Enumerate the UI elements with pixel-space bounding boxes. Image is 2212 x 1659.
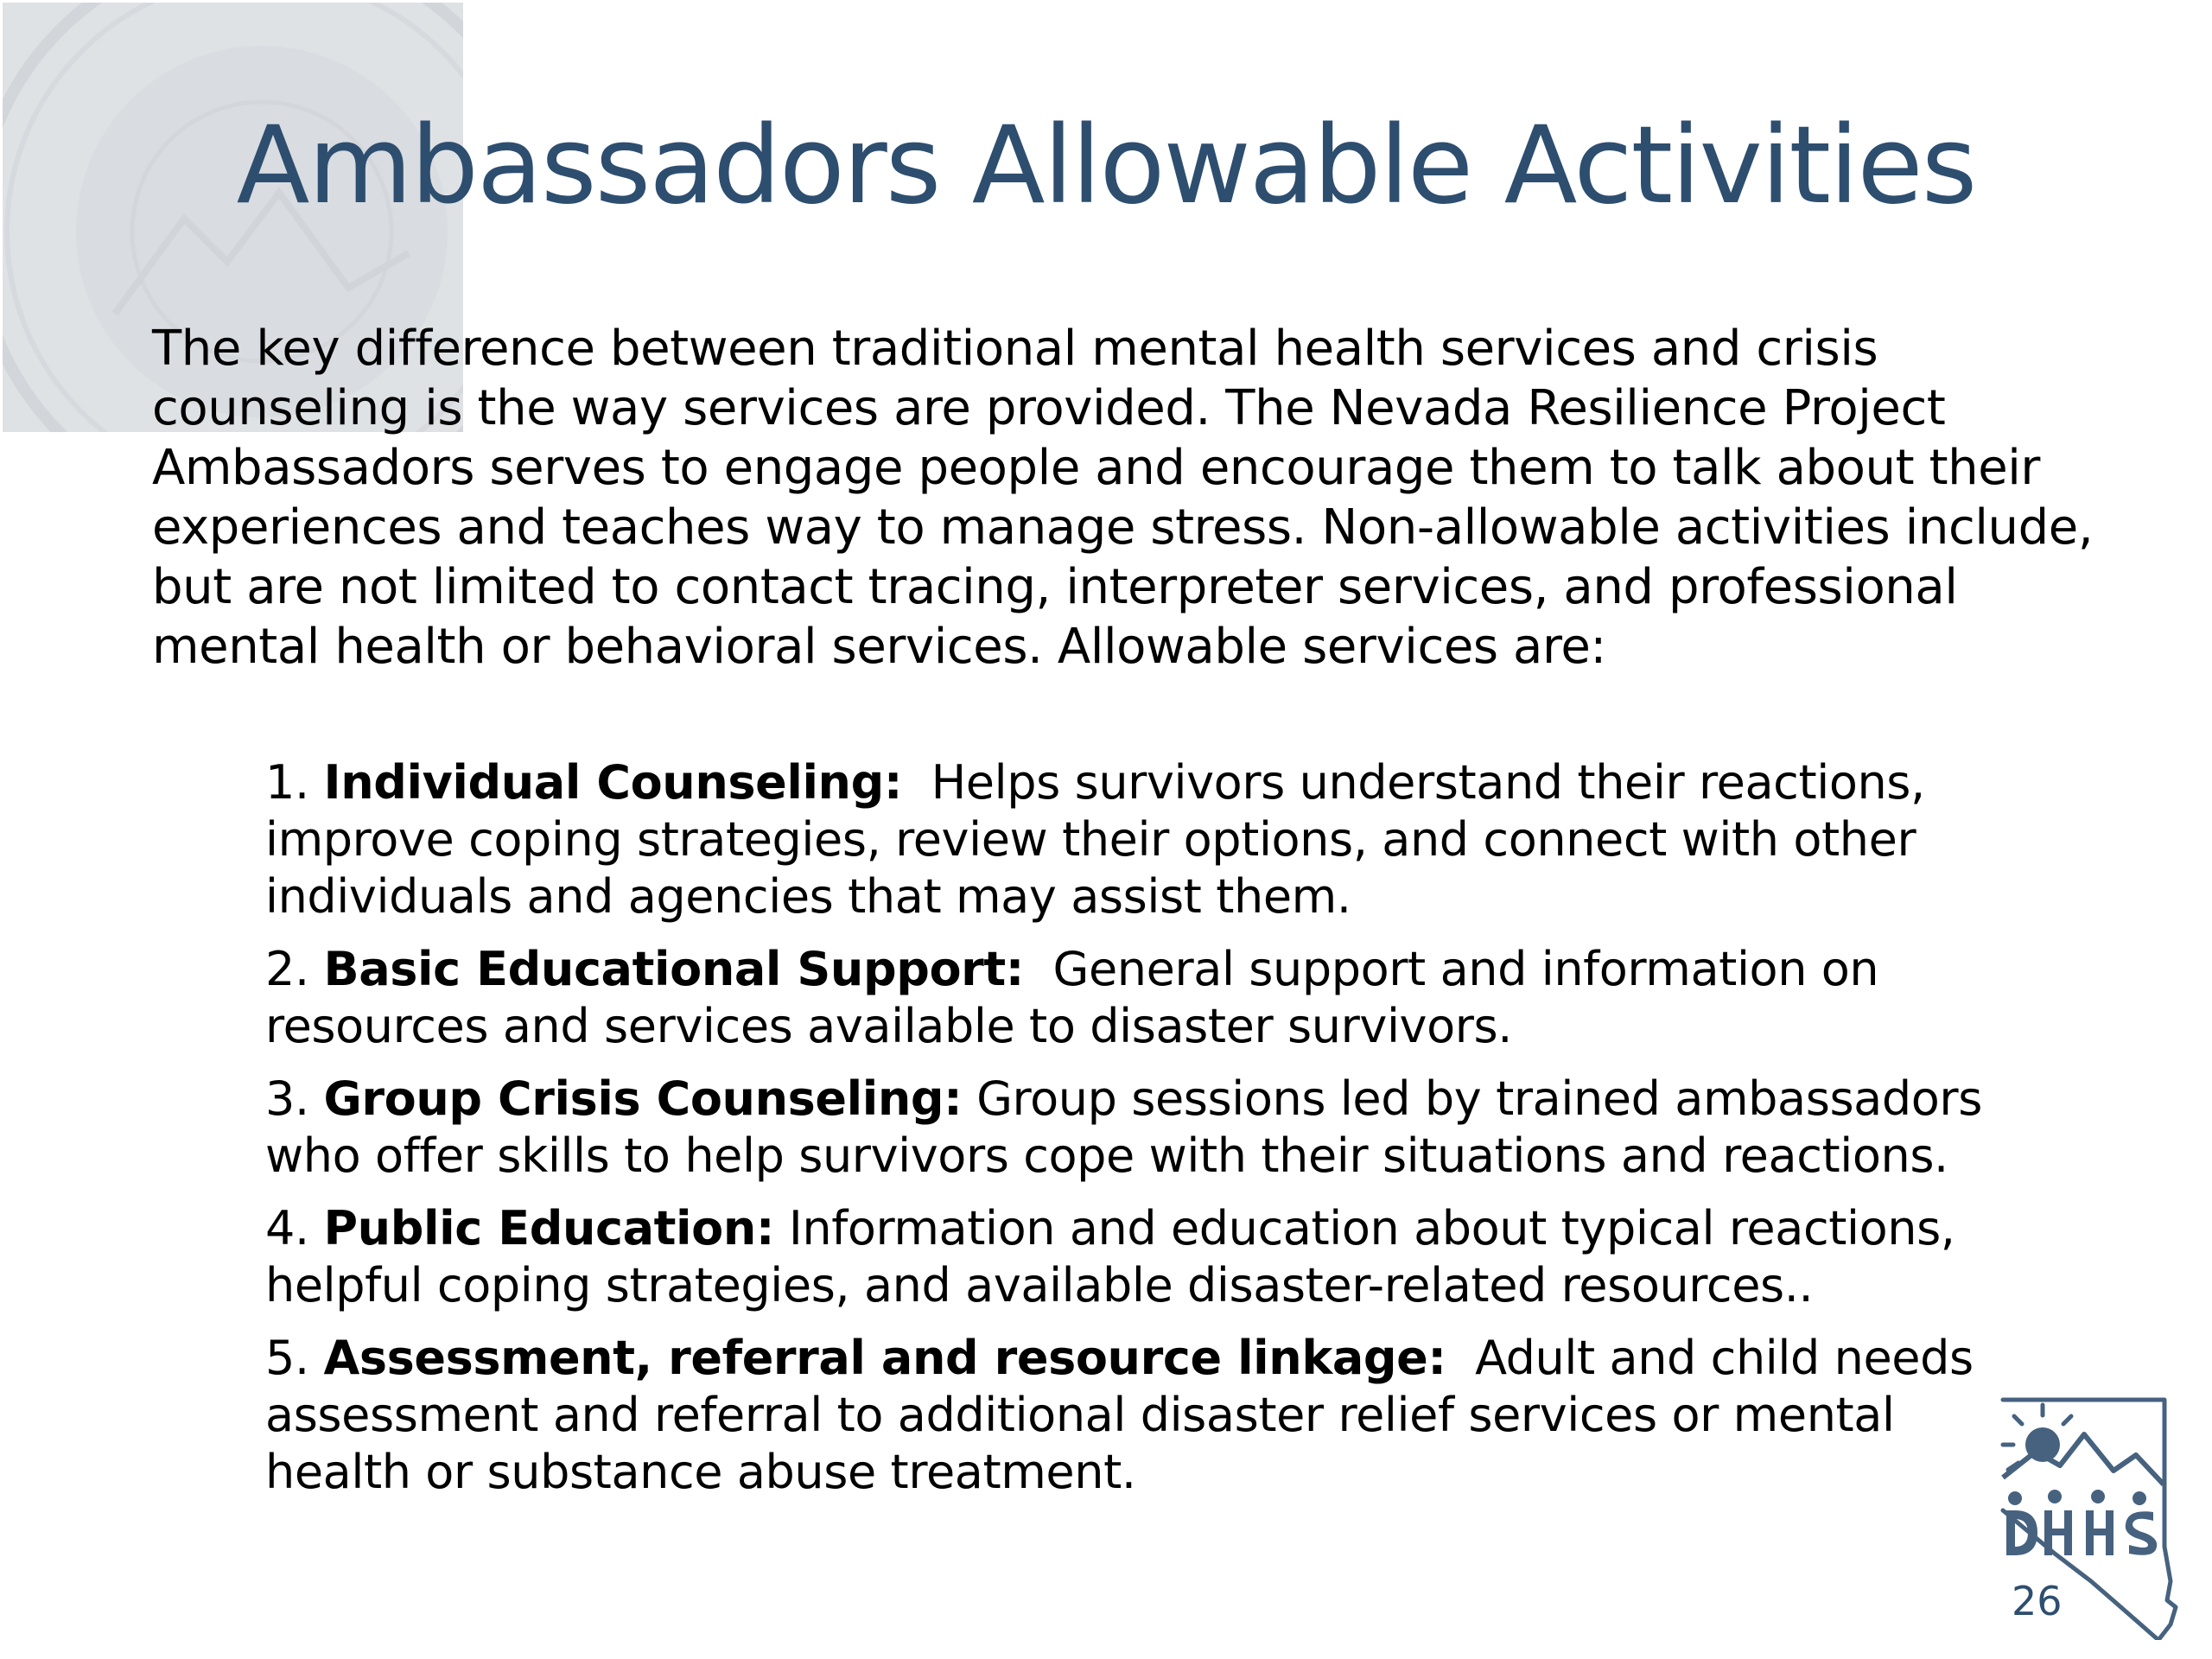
allowable-services-list <box>265 754 2045 1516</box>
intro-paragraph: The key difference between traditional mental health services and crisis counseling is the way services are provided. The Nevada Resilience Project Ambassadors serves to engage people and encourage them to talk about their experiences and teaches way to manage stress. Non-allowable activities include, but are not limited to contact tracing, interpreter services, and professional mental health or behavioral services. Allowable services are: <box>152 321 2094 675</box>
service-heading: Public Education: <box>323 1201 775 1255</box>
service-item <box>265 1200 2045 1314</box>
service-heading: Group Crisis Counseling: <box>323 1071 963 1126</box>
service-description: Information and education about typical reactions, helpful coping strategies, and available disaster-related resources.. <box>265 1201 1955 1313</box>
service-heading: Individual Counseling: <box>323 755 903 810</box>
service-description: Group sessions led by trained ambassadors who offer skills to help survivors cope with their situations and reactions. <box>265 1071 1982 1183</box>
service-number: 1. <box>265 755 309 810</box>
service-number: 2. <box>265 942 309 996</box>
slide-title: Ambassadors Allowable Activities <box>236 104 1976 228</box>
service-description: General support and information on resources and services available to disaster survivors. <box>265 942 1879 1053</box>
service-description: Adult and child needs assessment and referral to additional disaster relief services or mental health or substance abuse treatment. <box>265 1331 1974 1499</box>
service-number: 3. <box>265 1071 309 1126</box>
service-description: Helps survivors understand their reactions, improve coping strategies, review their options, and connect with other individuals and agencies that may assist them. <box>265 755 1925 924</box>
service-item <box>265 941 2045 1055</box>
slide-page-number: 26 <box>2012 1578 2063 1624</box>
service-heading: Basic Educational Support: <box>323 942 1024 996</box>
service-number: 5. <box>265 1331 309 1385</box>
service-item <box>265 1071 2045 1185</box>
service-item <box>265 754 2045 925</box>
service-item <box>265 1330 2045 1501</box>
service-number: 4. <box>265 1201 309 1255</box>
service-heading: Assessment, referral and resource linkage: <box>323 1331 1446 1385</box>
